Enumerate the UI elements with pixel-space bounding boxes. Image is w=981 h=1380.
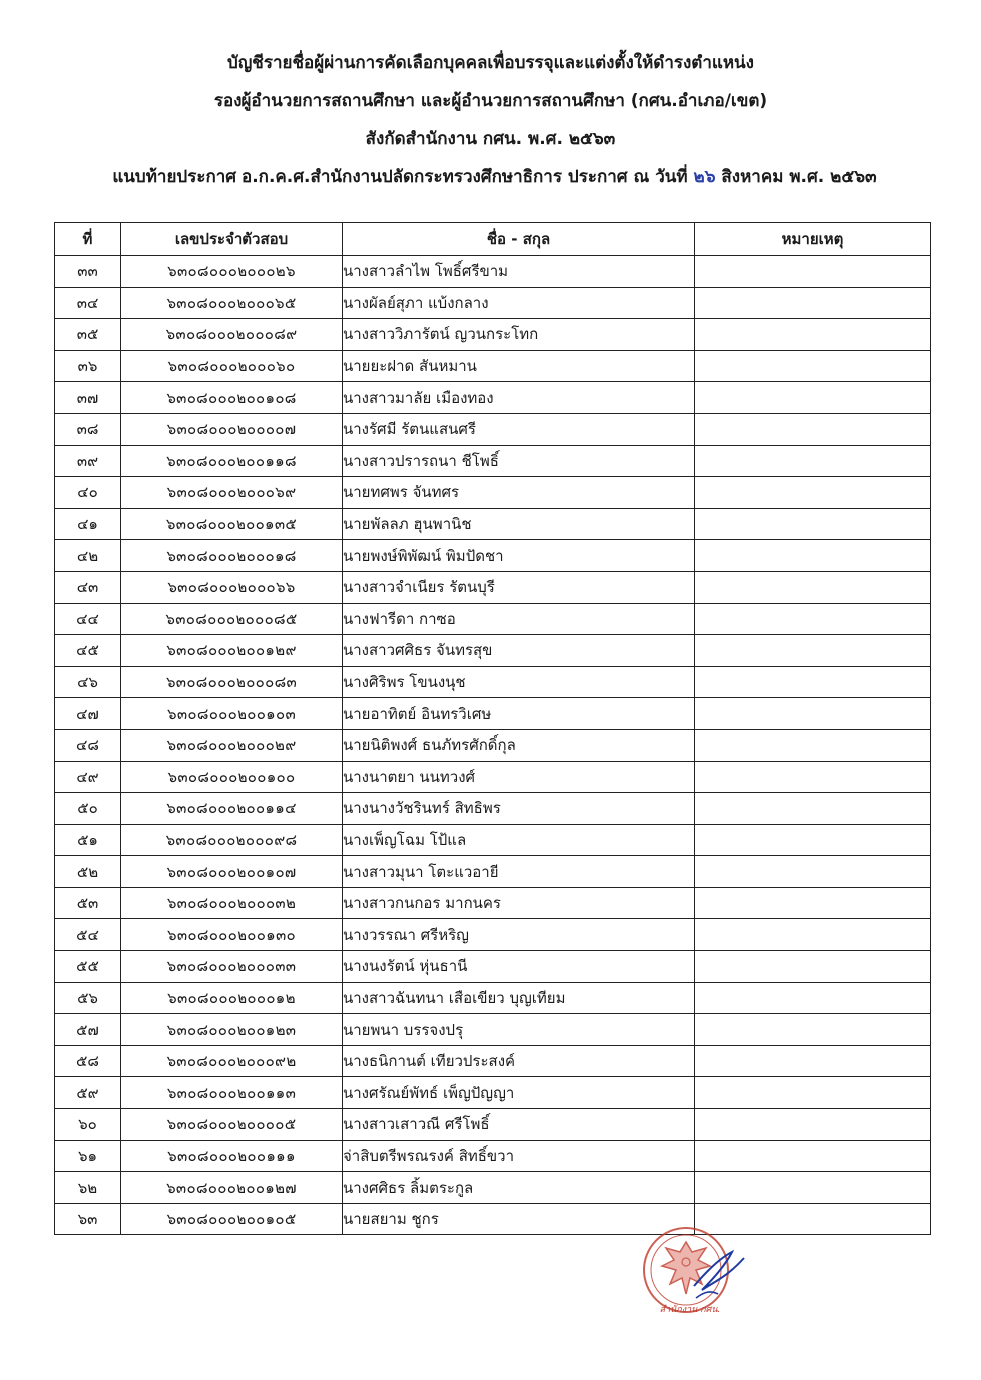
- table-row: [55, 729, 931, 761]
- cell-no: ๕๕: [55, 951, 121, 983]
- cell-exam-id: ๖๓๐๘๐๐๐๒๐๐๐๖๕: [121, 287, 343, 319]
- document-header: [0, 44, 981, 196]
- cell-no: ๔๒: [55, 540, 121, 572]
- cell-exam-id: ๖๓๐๘๐๐๐๒๐๐๐๖๖: [121, 571, 343, 603]
- cell-no: ๕๑: [55, 824, 121, 856]
- official-seal: [636, 1218, 756, 1328]
- table-row: [55, 445, 931, 477]
- cell-no: ๖๑: [55, 1140, 121, 1172]
- cell-name: นางนาตยา นนทวงศ์: [343, 761, 695, 793]
- cell-note: [695, 635, 931, 667]
- cell-no: ๔๑: [55, 508, 121, 540]
- cell-exam-id: ๖๓๐๘๐๐๐๒๐๐๑๑๘: [121, 445, 343, 477]
- cell-exam-id: ๖๓๐๘๐๐๐๒๐๐๐๘๕: [121, 603, 343, 635]
- seal-label: สำนักงาน กศน.: [659, 1305, 721, 1315]
- cell-note: [695, 508, 931, 540]
- table-row: [55, 1140, 931, 1172]
- table-row: [55, 982, 931, 1014]
- cell-name: นายพัลลภ ฮุนพานิช: [343, 508, 695, 540]
- cell-note: [695, 824, 931, 856]
- cell-name: นางสาวศศิธร จันทรสุข: [343, 635, 695, 667]
- cell-exam-id: ๖๓๐๘๐๐๐๒๐๐๐๘๙: [121, 319, 343, 351]
- candidate-table: [54, 222, 931, 1235]
- cell-name: นายพงษ์พิพัฒน์ พิมปัดชา: [343, 540, 695, 572]
- title-line-1: บัญชีรายชื่อผู้ผ่านการคัดเลือกบุคคลเพื่อบรรจุและแต่งตั้งให้ดำรงตำแหน่ง: [227, 53, 754, 73]
- cell-no: ๕๖: [55, 982, 121, 1014]
- announcement-line: [0, 158, 981, 196]
- table-row: [55, 571, 931, 603]
- table-row: [55, 256, 931, 288]
- cell-note: [695, 761, 931, 793]
- table-row: [55, 856, 931, 888]
- cell-no: ๖๐: [55, 1109, 121, 1141]
- cell-exam-id: ๖๓๐๘๐๐๐๒๐๐๑๐๗: [121, 856, 343, 888]
- cell-note: [695, 887, 931, 919]
- cell-note: [695, 793, 931, 825]
- table-row: [55, 540, 931, 572]
- cell-no: ๕๔: [55, 919, 121, 951]
- cell-exam-id: ๖๓๐๘๐๐๐๒๐๐๑๐๘: [121, 382, 343, 414]
- cell-no: ๖๒: [55, 1172, 121, 1204]
- cell-name: นางศศิธร ลิ้มตระกูล: [343, 1172, 695, 1204]
- cell-name: นางนางวัชรินทร์ สิทธิพร: [343, 793, 695, 825]
- cell-name: นางสาวฉันทนา เสือเขียว บุญเทียม: [343, 982, 695, 1014]
- cell-note: [695, 1109, 931, 1141]
- announcement-suffix: สิงหาคม พ.ศ. ๒๕๖๓: [721, 167, 877, 187]
- cell-no: ๕๐: [55, 793, 121, 825]
- cell-note: [695, 1077, 931, 1109]
- table-row: [55, 1203, 931, 1235]
- cell-exam-id: ๖๓๐๘๐๐๐๒๐๐๐๓๓: [121, 951, 343, 983]
- table-row: [55, 666, 931, 698]
- cell-name: นางสาวมุนา โตะแวอายี: [343, 856, 695, 888]
- cell-name: นายทศพร จันทศร: [343, 477, 695, 509]
- cell-name: นางธนิกานต์ เทียวประสงค์: [343, 1045, 695, 1077]
- table-body: [55, 256, 931, 1235]
- cell-no: ๕๗: [55, 1014, 121, 1046]
- table-row: [55, 1077, 931, 1109]
- cell-name: นางศรัณย์พัทธ์ เพ็ญปัญญา: [343, 1077, 695, 1109]
- cell-exam-id: ๖๓๐๘๐๐๐๒๐๐๐๐๗: [121, 413, 343, 445]
- cell-name: นายสยาม ชูกร: [343, 1203, 695, 1235]
- cell-exam-id: ๖๓๐๘๐๐๐๒๐๐๑๑๑: [121, 1140, 343, 1172]
- cell-exam-id: ๖๓๐๘๐๐๐๒๐๐๑๐๐: [121, 761, 343, 793]
- cell-exam-id: ๖๓๐๘๐๐๐๒๐๐๐๙๒: [121, 1045, 343, 1077]
- cell-exam-id: ๖๓๐๘๐๐๐๒๐๐๑๒๗: [121, 1172, 343, 1204]
- table-row: [55, 1045, 931, 1077]
- cell-note: [695, 1014, 931, 1046]
- cell-note: [695, 571, 931, 603]
- cell-name: จ่าสิบตรีพรณรงค์ สิทธิ์ขวา: [343, 1140, 695, 1172]
- announcement-day: ๒๖: [693, 167, 716, 187]
- cell-name: นายนิติพงศ์ ธนภัทรศักดิ์กุล: [343, 729, 695, 761]
- cell-note: [695, 982, 931, 1014]
- cell-exam-id: ๖๓๐๘๐๐๐๒๐๐๐๑๘: [121, 540, 343, 572]
- cell-note: [695, 1045, 931, 1077]
- table-row: [55, 824, 931, 856]
- title-line-3: สังกัดสำนักงาน กศน. พ.ศ. ๒๕๖๓: [365, 129, 616, 149]
- cell-note: [695, 1140, 931, 1172]
- cell-exam-id: ๖๓๐๘๐๐๐๒๐๐๐๑๒: [121, 982, 343, 1014]
- title-line-2: รองผู้อำนวยการสถานศึกษา และผู้อำนวยการสถานศึกษา (กศน.อำเภอ/เขต): [213, 91, 768, 111]
- table-row: [55, 1109, 931, 1141]
- cell-no: ๓๕: [55, 319, 121, 351]
- cell-note: [695, 382, 931, 414]
- header-no: ที่: [55, 223, 121, 256]
- cell-name: นางสาวกนกอร มากนคร: [343, 887, 695, 919]
- cell-exam-id: ๖๓๐๘๐๐๐๒๐๐๐๒๙: [121, 729, 343, 761]
- cell-note: [695, 1172, 931, 1204]
- table-row: [55, 319, 931, 351]
- table-row: [55, 761, 931, 793]
- table-row: [55, 793, 931, 825]
- cell-name: นางศิริพร โขนงนุช: [343, 666, 695, 698]
- cell-name: นางสาวมาลัย เมืองทอง: [343, 382, 695, 414]
- announcement-prefix: แนบท้ายประกาศ อ.ก.ค.ศ.สำนักงานปลัดกระทรวงศึกษาธิการ ประกาศ ณ วันที่: [112, 167, 688, 187]
- cell-name: นายยะฝาด สันหมาน: [343, 350, 695, 382]
- cell-exam-id: ๖๓๐๘๐๐๐๒๐๐๐๘๓: [121, 666, 343, 698]
- cell-exam-id: ๖๓๐๘๐๐๐๒๐๐๑๒๓: [121, 1014, 343, 1046]
- cell-note: [695, 413, 931, 445]
- cell-no: ๔๙: [55, 761, 121, 793]
- cell-exam-id: ๖๓๐๘๐๐๐๒๐๐๑๓๕: [121, 508, 343, 540]
- cell-name: นายอาทิตย์ อินทรวิเศษ: [343, 698, 695, 730]
- cell-no: ๔๐: [55, 477, 121, 509]
- table-row: [55, 919, 931, 951]
- cell-name: นางวรรณา ศรีหริญ: [343, 919, 695, 951]
- table-row: [55, 413, 931, 445]
- cell-name: นายพนา บรรจงปรุ: [343, 1014, 695, 1046]
- cell-note: [695, 319, 931, 351]
- table-row: [55, 477, 931, 509]
- cell-exam-id: ๖๓๐๘๐๐๐๒๐๐๐๙๘: [121, 824, 343, 856]
- cell-note: [695, 856, 931, 888]
- cell-no: ๓๔: [55, 287, 121, 319]
- cell-note: [695, 287, 931, 319]
- cell-exam-id: ๖๓๐๘๐๐๐๒๐๐๐๐๕: [121, 1109, 343, 1141]
- header-name: ชื่อ - สกุล: [343, 223, 695, 256]
- cell-no: ๔๗: [55, 698, 121, 730]
- cell-name: นางสาวปรารถนา ชีโพธิ์: [343, 445, 695, 477]
- cell-note: [695, 603, 931, 635]
- cell-name: นางสาววิภารัตน์ ญวนกระโทก: [343, 319, 695, 351]
- header-note: หมายเหตุ: [695, 223, 931, 256]
- cell-note: [695, 919, 931, 951]
- cell-name: นางฟารีดา กาซอ: [343, 603, 695, 635]
- header-exam-id: เลขประจำตัวสอบ: [121, 223, 343, 256]
- cell-exam-id: ๖๓๐๘๐๐๐๒๐๐๑๑๔: [121, 793, 343, 825]
- table-row: [55, 603, 931, 635]
- cell-note: [695, 729, 931, 761]
- cell-exam-id: ๖๓๐๘๐๐๐๒๐๐๐๖๙: [121, 477, 343, 509]
- cell-exam-id: ๖๓๐๘๐๐๐๒๐๐๐๖๐: [121, 350, 343, 382]
- table-row: [55, 1014, 931, 1046]
- cell-name: นางสาวเสาวณี ศรีโพธิ์: [343, 1109, 695, 1141]
- cell-no: ๓๙: [55, 445, 121, 477]
- cell-note: [695, 666, 931, 698]
- table-row: [55, 508, 931, 540]
- cell-no: ๓๖: [55, 350, 121, 382]
- table-row: [55, 287, 931, 319]
- cell-no: ๖๓: [55, 1203, 121, 1235]
- cell-exam-id: ๖๓๐๘๐๐๐๒๐๐๐๒๖: [121, 256, 343, 288]
- cell-note: [695, 256, 931, 288]
- cell-name: นางสาวจำเนียร รัตนบุรี: [343, 571, 695, 603]
- cell-no: ๕๓: [55, 887, 121, 919]
- table-row: [55, 382, 931, 414]
- cell-no: ๔๖: [55, 666, 121, 698]
- cell-name: นางเพ็ญโฉม โป้แล: [343, 824, 695, 856]
- cell-note: [695, 951, 931, 983]
- table-row: [55, 635, 931, 667]
- cell-exam-id: ๖๓๐๘๐๐๐๒๐๐๑๑๓: [121, 1077, 343, 1109]
- table-row: [55, 698, 931, 730]
- table-row: [55, 887, 931, 919]
- cell-no: ๓๘: [55, 413, 121, 445]
- cell-exam-id: ๖๓๐๘๐๐๐๒๐๐๑๒๙: [121, 635, 343, 667]
- table-header-row: [55, 223, 931, 256]
- cell-exam-id: ๖๓๐๘๐๐๐๒๐๐๑๓๐: [121, 919, 343, 951]
- cell-no: ๔๓: [55, 571, 121, 603]
- cell-note: [695, 350, 931, 382]
- cell-exam-id: ๖๓๐๘๐๐๐๒๐๐๐๓๒: [121, 887, 343, 919]
- cell-no: ๓๗: [55, 382, 121, 414]
- cell-no: ๕๙: [55, 1077, 121, 1109]
- table-row: [55, 1172, 931, 1204]
- cell-no: ๔๔: [55, 603, 121, 635]
- cell-note: [695, 445, 931, 477]
- cell-name: นางนงรัตน์ หุ่นธานี: [343, 951, 695, 983]
- cell-exam-id: ๖๓๐๘๐๐๐๒๐๐๑๐๓: [121, 698, 343, 730]
- cell-note: [695, 540, 931, 572]
- cell-no: ๓๓: [55, 256, 121, 288]
- cell-no: ๔๕: [55, 635, 121, 667]
- cell-note: [695, 698, 931, 730]
- table-row: [55, 350, 931, 382]
- cell-note: [695, 477, 931, 509]
- cell-no: ๕๘: [55, 1045, 121, 1077]
- cell-name: นางผัลย์สุภา แบ้งกลาง: [343, 287, 695, 319]
- cell-no: ๔๘: [55, 729, 121, 761]
- cell-exam-id: ๖๓๐๘๐๐๐๒๐๐๑๐๕: [121, 1203, 343, 1235]
- table-row: [55, 951, 931, 983]
- cell-name: นางรัศมี รัตนแสนศรี: [343, 413, 695, 445]
- cell-no: ๕๒: [55, 856, 121, 888]
- cell-name: นางสาวลำไพ โพธิ์ศรีขาม: [343, 256, 695, 288]
